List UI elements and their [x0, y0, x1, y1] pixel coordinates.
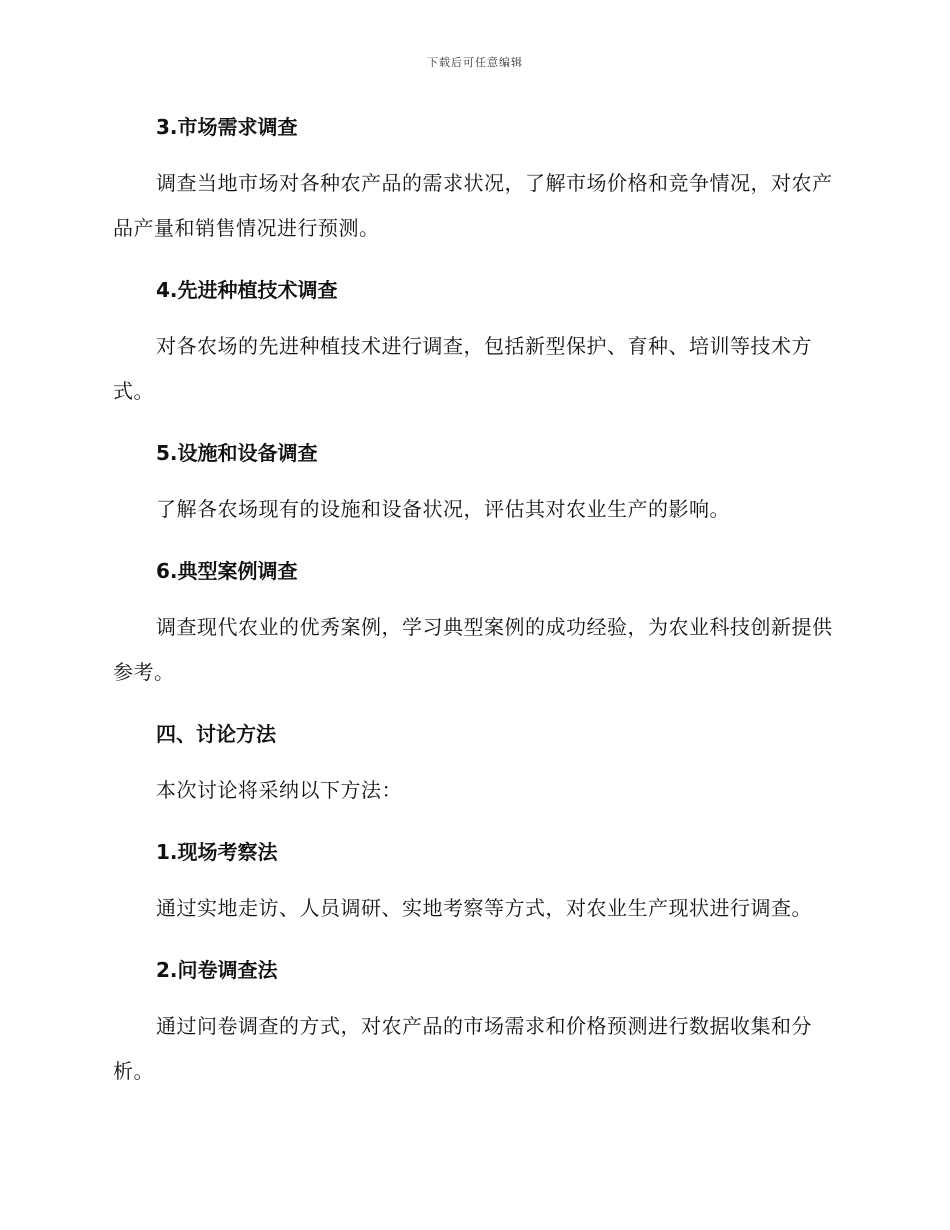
section-heading-4: 4.先进种植技术调查	[156, 278, 338, 302]
section-paragraph-5: 了解各农场现有的设施和设备状况，评估其对农业生产的影响。	[156, 497, 730, 521]
section-heading-5: 5.设施和设备调查	[156, 441, 318, 465]
section-heading-3: 3.市场需求调查	[156, 115, 298, 139]
part-heading-4: 四、讨论方法	[156, 722, 276, 746]
method-heading-1: 1.现场考察法	[156, 840, 278, 864]
part-intro-4: 本次讨论将采纳以下方法：	[156, 778, 402, 802]
section-paragraph-6: 调查现代农业的优秀案例，学习典型案例的成功经验，为农业科技创新提供参考。	[113, 615, 833, 684]
method-paragraph-1: 通过实地走访、人员调研、实地考察等方式，对农业生产现状进行调查。	[156, 896, 812, 920]
method-heading-2: 2.问卷调查法	[156, 958, 278, 982]
section-paragraph-3: 调查当地市场对各种农产品的需求状况，了解市场价格和竞争情况，对农产品产量和销售情况进行预测。	[113, 171, 833, 240]
header-note: 下载后可任意编辑	[427, 56, 523, 69]
section-paragraph-4: 对各农场的先进种植技术进行调查，包括新型保护、育种、培训等技术方式。	[113, 334, 812, 403]
method-paragraph-2: 通过问卷调查的方式，对农产品的市场需求和价格预测进行数据收集和分析。	[113, 1014, 812, 1083]
document-body	[113, 110, 835, 1094]
section-heading-6: 6.典型案例调查	[156, 559, 298, 583]
